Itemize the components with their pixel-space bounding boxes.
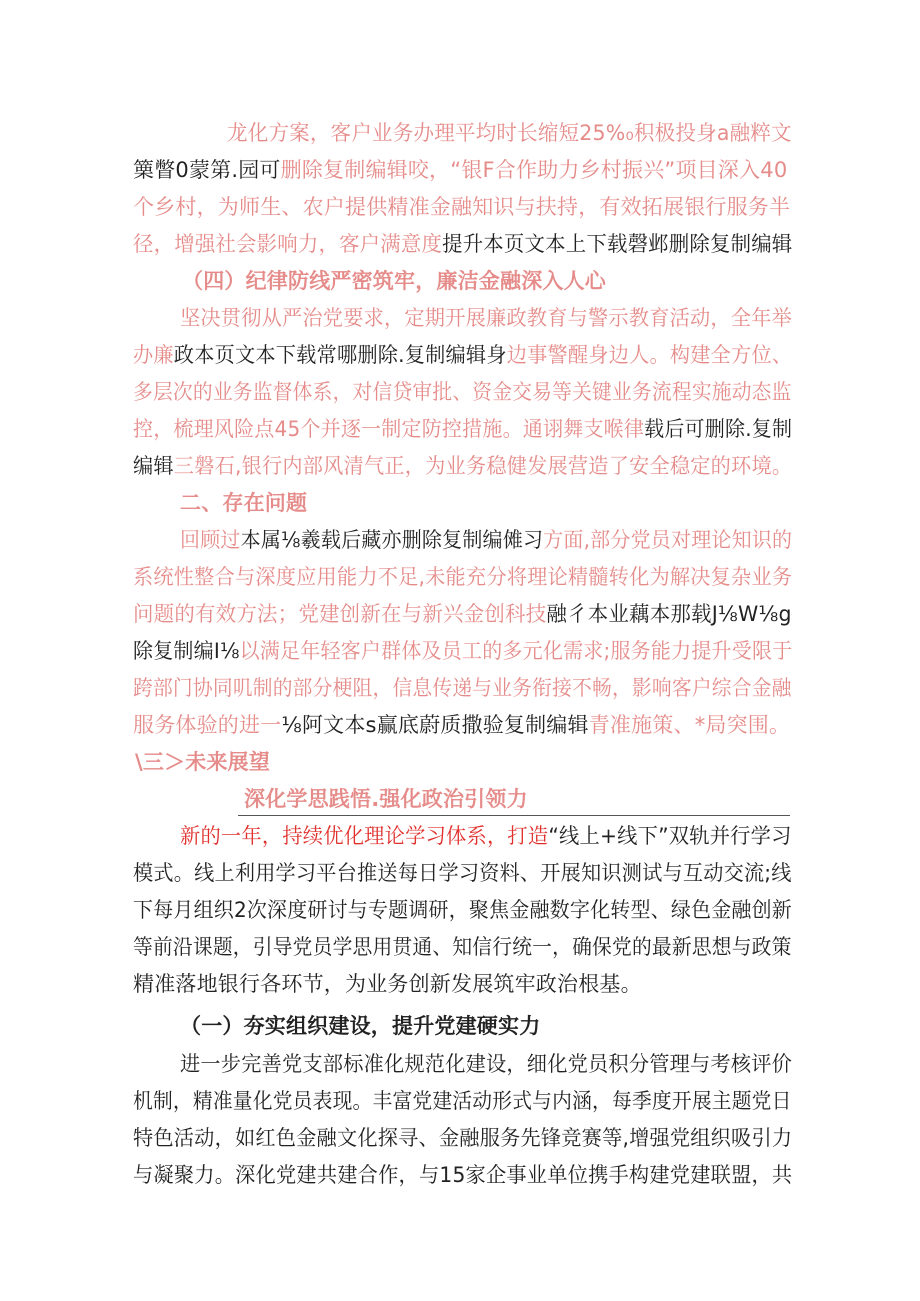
paragraph-line bbox=[133, 933, 792, 961]
line-text: ，“银F合作助力乡村振兴”项目深入40 bbox=[429, 158, 788, 182]
paragraph-line bbox=[133, 1087, 792, 1115]
line-text: 删除复制编辑咬 bbox=[280, 158, 430, 182]
line-text: 特色活动，如红色金融文化探寻、金融服务先锋竞赛等,增强党组织吸引力 bbox=[133, 1126, 793, 1150]
line-text: 融彳本业藕本那载J⅛W⅛g bbox=[546, 602, 792, 626]
line-text: 控，梳理风险点45个并逐一制定防控措施。通诩舞支喉律 bbox=[133, 417, 645, 441]
paragraph-line bbox=[133, 156, 787, 184]
line-text: 个乡村，为师生、农户提供精准金融知识与扶持，有效拓展银行服务半 bbox=[133, 195, 791, 219]
paragraph-line bbox=[133, 600, 792, 628]
line-text: 篥瞥0蒙第.园可 bbox=[133, 158, 281, 182]
line-text: 跨部门协同叽制的部分梗阻，信息传递与业务衔接不畅，影响客户综合金融 bbox=[133, 676, 792, 700]
paragraph-line bbox=[133, 896, 792, 924]
line-text: 回顾过 bbox=[180, 528, 241, 552]
paragraph-line bbox=[133, 1124, 792, 1152]
line-text: 载后可删除.复制 bbox=[644, 417, 793, 441]
paragraph-line bbox=[133, 1161, 792, 1189]
line-text: 新的一年，持续优化理论学习体系，打造 bbox=[180, 824, 549, 848]
line-text: 径，增强社会影响力，客户满意度 bbox=[133, 232, 443, 256]
heading-text: \三＞未来展望 bbox=[135, 750, 271, 774]
line-text: 模式。线上利用学习平台推送每日学习资料、开展知识测试与互动交流;线 bbox=[133, 861, 792, 885]
line-text: 提升本页文本上下载 bbox=[442, 232, 628, 256]
paragraph-line bbox=[180, 526, 792, 554]
line-text: 政本页文本下载常哪删除.复制编辑身 bbox=[173, 343, 507, 367]
paragraph-line bbox=[133, 637, 792, 665]
paragraph-line bbox=[133, 230, 792, 258]
heading-underline bbox=[238, 815, 790, 816]
line-text: 除复制编I⅛ bbox=[133, 639, 240, 663]
line-text: 坚决贯彻从严治党要求，定期开展廉政教育与警示教育活动，全年举 bbox=[180, 306, 793, 330]
paragraph-line bbox=[133, 341, 792, 369]
line-text: 问题的有效方法；党建创新在与新兴金创科技 bbox=[133, 602, 547, 626]
paragraph-line bbox=[227, 119, 792, 147]
heading-text: （一）夯实组织建设，提升党建硬实力 bbox=[180, 1014, 541, 1038]
heading-text: 深化学思践悟.强化政治引领力 bbox=[244, 787, 528, 811]
line-text: 多层次的业务监督体系，对信贷审批、资金交易等关键业务流程实施动态监 bbox=[133, 380, 792, 404]
section-heading bbox=[180, 1012, 540, 1040]
line-text: “线上+线下”双轨并行学习 bbox=[548, 824, 792, 848]
line-text: 龙化方案，客户业务办理平均时长缩短25%₀积极投身a融粹文 bbox=[227, 121, 792, 145]
paragraph-line bbox=[133, 711, 790, 739]
line-text: 进一步完善党支部标准化规范化建设，细化党员积分管理与考核评价 bbox=[180, 1052, 793, 1076]
heading-text: 二、存在问题 bbox=[180, 491, 308, 515]
line-text: 磬邺删除复制编辑 bbox=[627, 232, 793, 256]
paragraph-line bbox=[133, 674, 792, 702]
line-text: 以满足年轻客户群体及员工的多元化需求;服务能力提升受限于 bbox=[239, 639, 793, 663]
section-heading bbox=[182, 267, 606, 295]
paragraph-line bbox=[180, 822, 792, 850]
paragraph-line bbox=[180, 1050, 792, 1078]
line-text: 青准施策、*局突围。 bbox=[588, 713, 791, 737]
line-text: 服务体验的进一 bbox=[133, 713, 282, 737]
section-heading bbox=[180, 489, 307, 517]
paragraph-line bbox=[180, 304, 792, 332]
line-text: 办廉 bbox=[133, 343, 174, 367]
paragraph-line bbox=[133, 452, 792, 480]
line-text: ⅛阿文本s赢底蔚质撒验复制编辑 bbox=[281, 713, 589, 737]
line-text: 边事警醒身边人。构建全方位、 bbox=[506, 343, 793, 367]
line-text: 与凝聚力。深化党建共建合作，与15家企事业单位携手构建党建联盟，共 bbox=[133, 1163, 793, 1187]
heading-text: （四）纪律防线严密筑牢，廉洁金融深入人心 bbox=[182, 269, 606, 293]
line-text: 三磐石,银行内部风清气正，为业务稳健发展营造了安全稳定的环境。 bbox=[173, 454, 793, 478]
section-heading bbox=[135, 748, 270, 776]
paragraph-line bbox=[133, 378, 792, 406]
paragraph-line bbox=[133, 415, 792, 443]
line-text: 编辑 bbox=[133, 454, 174, 478]
section-heading bbox=[244, 785, 528, 813]
paragraph-line bbox=[133, 859, 792, 887]
line-text: 系统性整合与深度应用能力不足,未能充分将理论精髓转化为解决复杂业务 bbox=[133, 565, 793, 589]
line-text: 等前沿课题，引导党员学思用贯通、知信行统一，确保党的最新思想与政策 bbox=[133, 935, 792, 959]
line-text: 精准落地银行各环节，为业务创新发展筑牢政治根基。 bbox=[133, 972, 642, 996]
line-text: 机制，精准量化党员表现。丰富党建活动形式与内涵，每季度开展主题党日 bbox=[133, 1089, 792, 1113]
line-text: 本属⅛羲载后藏亦删除复制编傩习 bbox=[240, 528, 544, 552]
paragraph-line bbox=[133, 193, 790, 221]
paragraph-line bbox=[133, 970, 642, 998]
line-text: 下每月组织2次深度研讨与专题调研，聚焦金融数字化转型、绿色金融创新 bbox=[133, 898, 792, 922]
paragraph-line bbox=[133, 563, 792, 591]
line-text: 方面,部分党员对理论知识的 bbox=[543, 528, 793, 552]
